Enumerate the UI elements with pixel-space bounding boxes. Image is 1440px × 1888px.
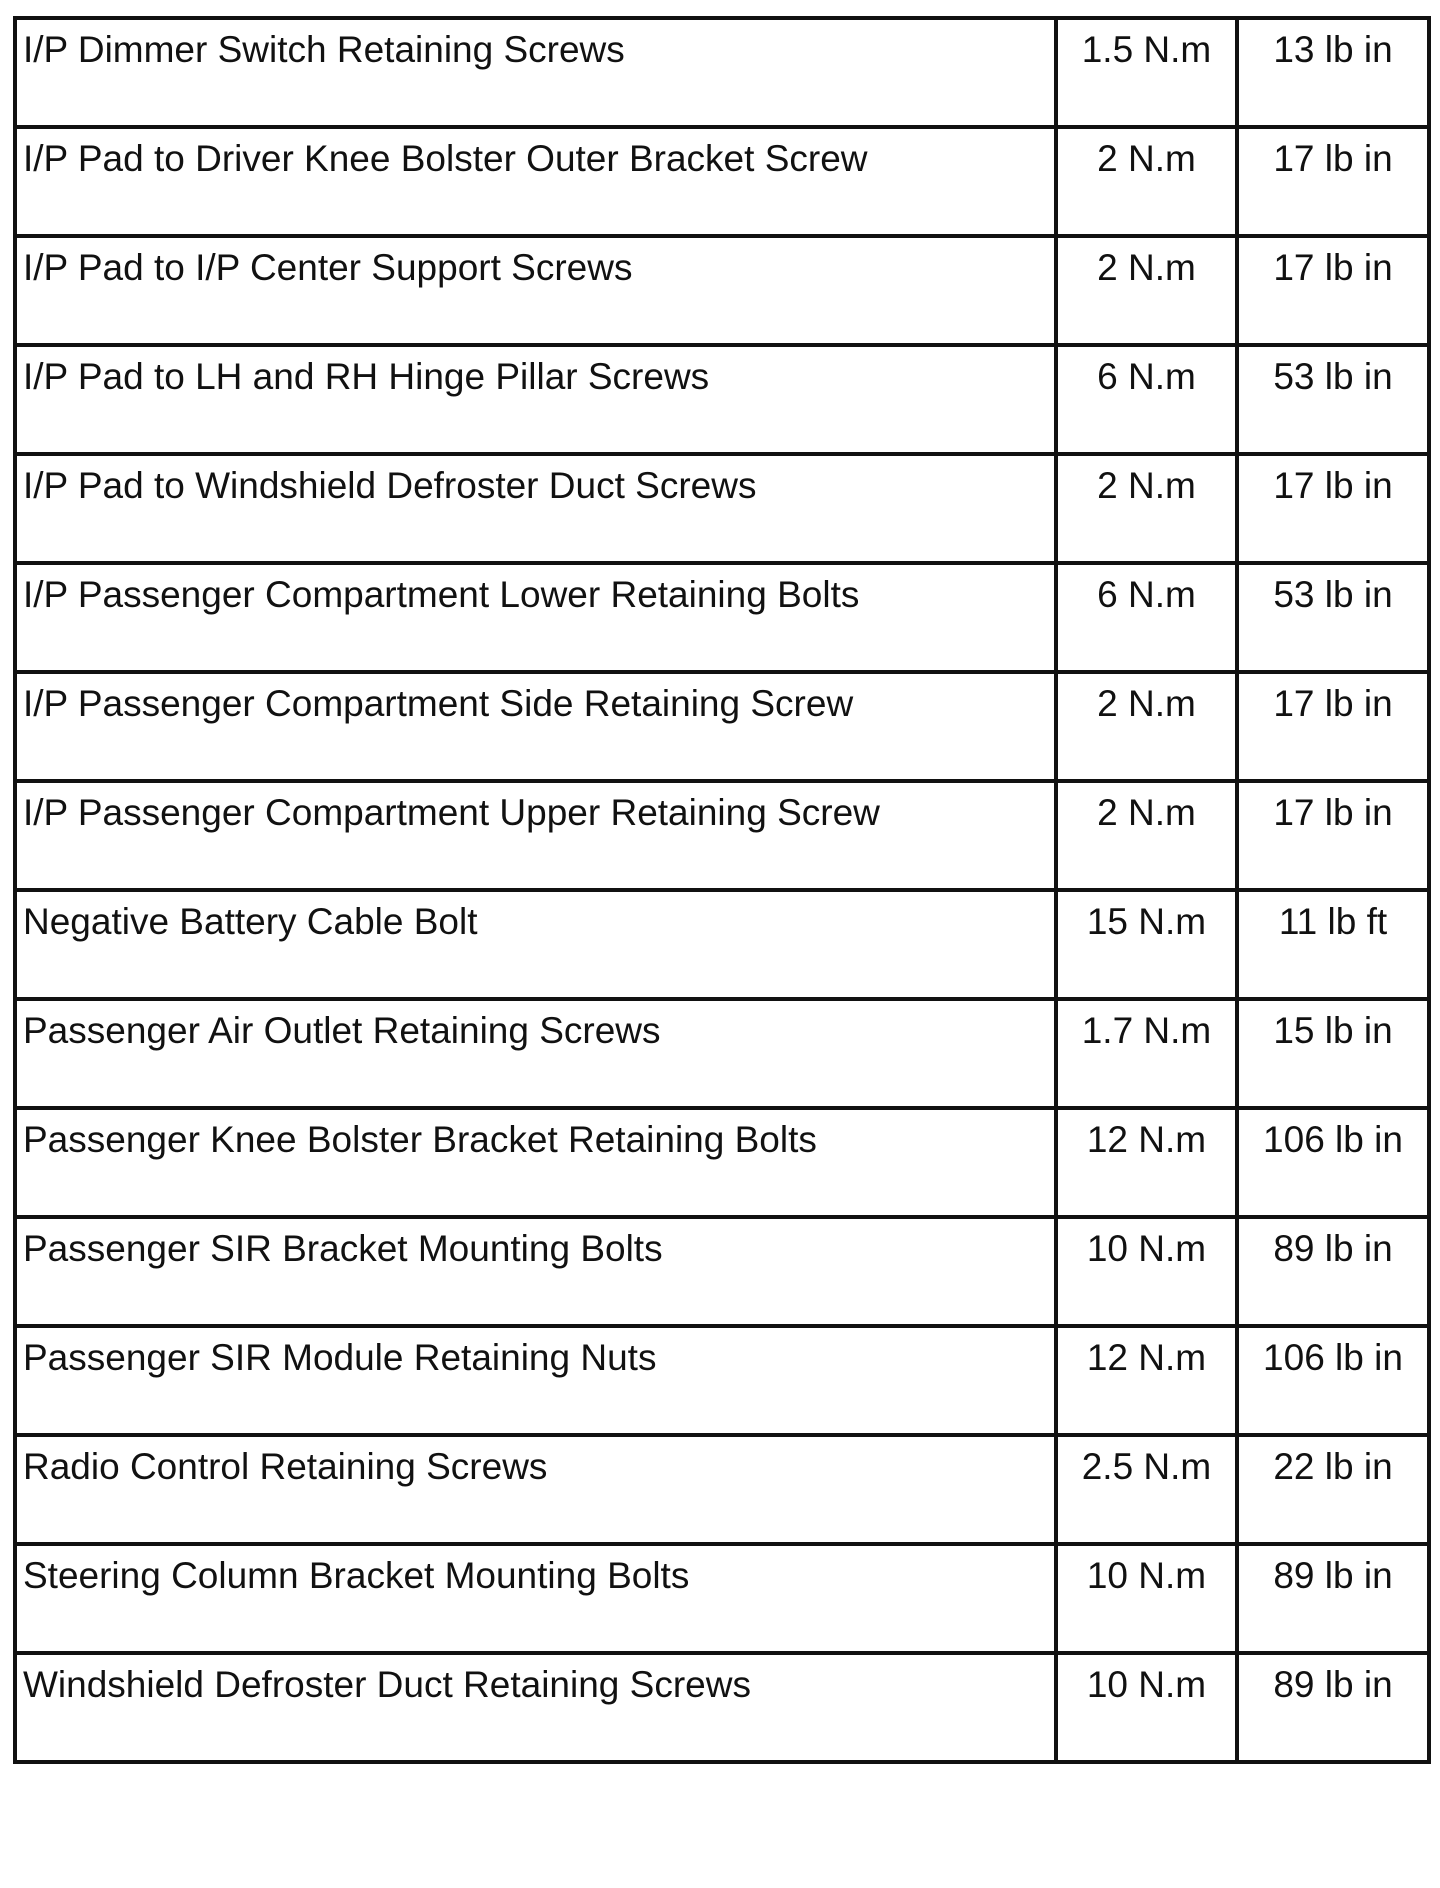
table-row bbox=[15, 672, 1429, 781]
fastener-name-cell: I/P Passenger Compartment Upper Retaining Screw bbox=[15, 781, 1056, 890]
english-torque-cell: 13 lb in bbox=[1237, 18, 1429, 127]
table-row bbox=[15, 345, 1429, 454]
english-torque-cell: 17 lb in bbox=[1237, 454, 1429, 563]
english-torque-cell: 15 lb in bbox=[1237, 999, 1429, 1108]
english-torque-cell: 17 lb in bbox=[1237, 672, 1429, 781]
metric-torque-cell: 12 N.m bbox=[1056, 1326, 1237, 1435]
table-row bbox=[15, 1653, 1429, 1762]
metric-torque-cell: 10 N.m bbox=[1056, 1544, 1237, 1653]
metric-torque-cell: 6 N.m bbox=[1056, 563, 1237, 672]
english-torque-cell: 89 lb in bbox=[1237, 1544, 1429, 1653]
english-torque-cell: 89 lb in bbox=[1237, 1217, 1429, 1326]
table-row bbox=[15, 236, 1429, 345]
table-row bbox=[15, 18, 1429, 127]
fastener-name-cell: Passenger SIR Module Retaining Nuts bbox=[15, 1326, 1056, 1435]
fastener-name-cell: I/P Passenger Compartment Side Retaining Screw bbox=[15, 672, 1056, 781]
table-row bbox=[15, 454, 1429, 563]
table-row bbox=[15, 1108, 1429, 1217]
fastener-name-cell: I/P Pad to LH and RH Hinge Pillar Screws bbox=[15, 345, 1056, 454]
english-torque-cell: 22 lb in bbox=[1237, 1435, 1429, 1544]
fastener-name-cell: Radio Control Retaining Screws bbox=[15, 1435, 1056, 1544]
metric-torque-cell: 1.7 N.m bbox=[1056, 999, 1237, 1108]
fastener-name-cell: I/P Passenger Compartment Lower Retaining Bolts bbox=[15, 563, 1056, 672]
metric-torque-cell: 2 N.m bbox=[1056, 127, 1237, 236]
table-row bbox=[15, 127, 1429, 236]
english-torque-cell: 106 lb in bbox=[1237, 1326, 1429, 1435]
metric-torque-cell: 2 N.m bbox=[1056, 236, 1237, 345]
english-torque-cell: 53 lb in bbox=[1237, 345, 1429, 454]
metric-torque-cell: 2 N.m bbox=[1056, 781, 1237, 890]
table-row bbox=[15, 1217, 1429, 1326]
fastener-name-cell: Passenger Air Outlet Retaining Screws bbox=[15, 999, 1056, 1108]
metric-torque-cell: 1.5 N.m bbox=[1056, 18, 1237, 127]
english-torque-cell: 17 lb in bbox=[1237, 781, 1429, 890]
english-torque-cell: 53 lb in bbox=[1237, 563, 1429, 672]
fastener-name-cell: Windshield Defroster Duct Retaining Screws bbox=[15, 1653, 1056, 1762]
english-torque-cell: 11 lb ft bbox=[1237, 890, 1429, 999]
english-torque-cell: 17 lb in bbox=[1237, 127, 1429, 236]
metric-torque-cell: 2.5 N.m bbox=[1056, 1435, 1237, 1544]
metric-torque-cell: 6 N.m bbox=[1056, 345, 1237, 454]
fastener-name-cell: Passenger SIR Bracket Mounting Bolts bbox=[15, 1217, 1056, 1326]
fastener-name-cell: Passenger Knee Bolster Bracket Retaining Bolts bbox=[15, 1108, 1056, 1217]
fastener-name-cell: I/P Pad to Driver Knee Bolster Outer Bracket Screw bbox=[15, 127, 1056, 236]
fastener-name-cell: I/P Pad to I/P Center Support Screws bbox=[15, 236, 1056, 345]
english-torque-cell: 89 lb in bbox=[1237, 1653, 1429, 1762]
table-row bbox=[15, 781, 1429, 890]
metric-torque-cell: 10 N.m bbox=[1056, 1653, 1237, 1762]
metric-torque-cell: 15 N.m bbox=[1056, 890, 1237, 999]
fastener-name-cell: I/P Pad to Windshield Defroster Duct Screws bbox=[15, 454, 1056, 563]
torque-spec-table-body bbox=[15, 18, 1429, 1762]
metric-torque-cell: 2 N.m bbox=[1056, 672, 1237, 781]
table-row bbox=[15, 1435, 1429, 1544]
metric-torque-cell: 10 N.m bbox=[1056, 1217, 1237, 1326]
torque-spec-table bbox=[13, 16, 1431, 1764]
english-torque-cell: 17 lb in bbox=[1237, 236, 1429, 345]
table-row bbox=[15, 890, 1429, 999]
fastener-name-cell: I/P Dimmer Switch Retaining Screws bbox=[15, 18, 1056, 127]
fastener-name-cell: Negative Battery Cable Bolt bbox=[15, 890, 1056, 999]
metric-torque-cell: 2 N.m bbox=[1056, 454, 1237, 563]
fastener-name-cell: Steering Column Bracket Mounting Bolts bbox=[15, 1544, 1056, 1653]
table-row bbox=[15, 563, 1429, 672]
table-row bbox=[15, 1544, 1429, 1653]
metric-torque-cell: 12 N.m bbox=[1056, 1108, 1237, 1217]
english-torque-cell: 106 lb in bbox=[1237, 1108, 1429, 1217]
table-row bbox=[15, 999, 1429, 1108]
table-row bbox=[15, 1326, 1429, 1435]
